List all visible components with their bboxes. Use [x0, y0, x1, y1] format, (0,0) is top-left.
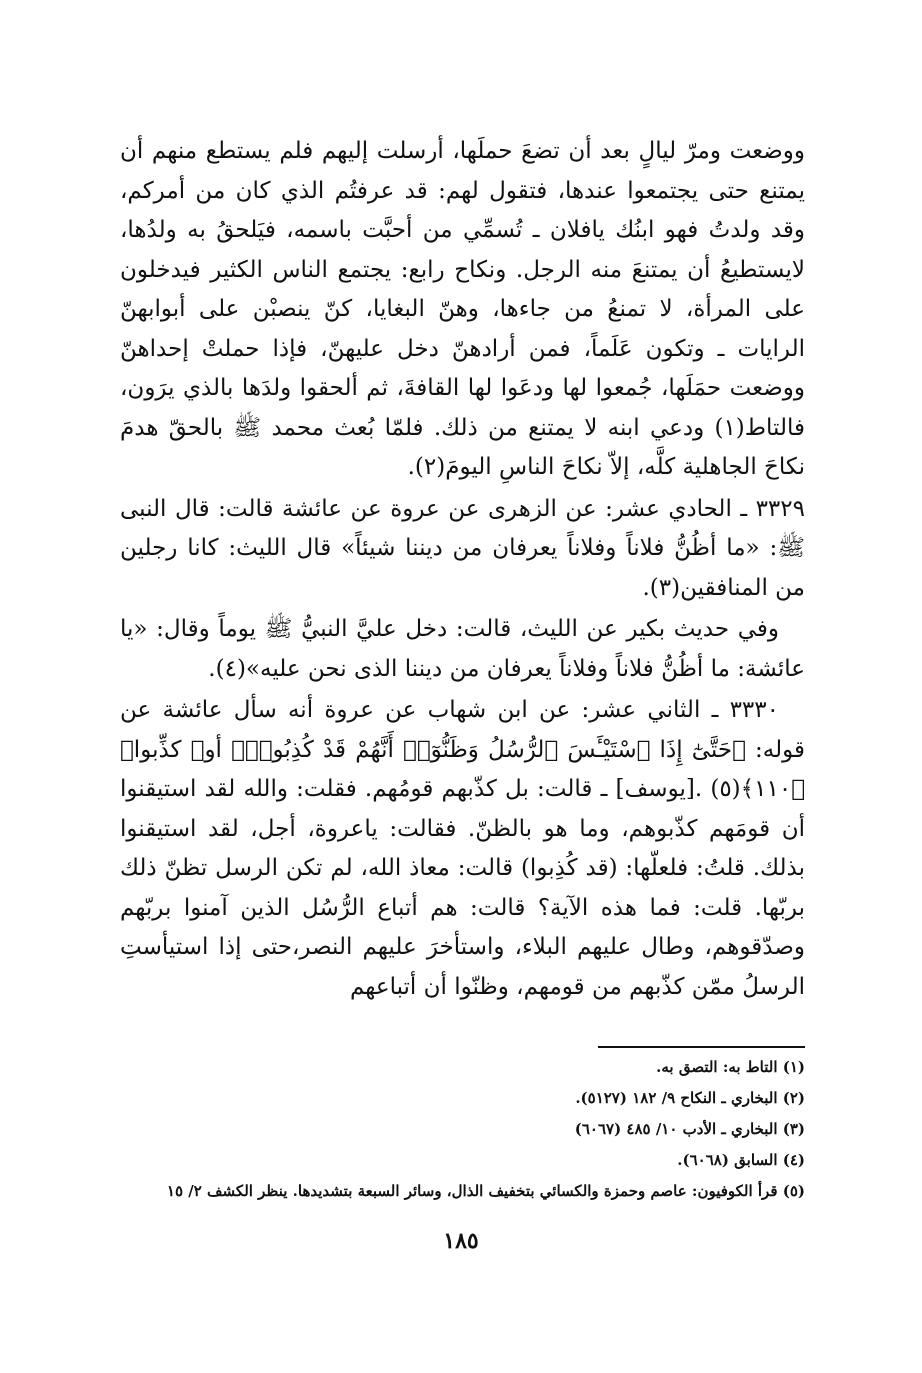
footnote-5: (٥) قرأ الكوفيون: عاصم وحمزة والكسائي بتخفيف الذال، وسائر السبعة بتشديدها. ينظر الكشف ٢/ ١٥: [166, 1182, 805, 1200]
paragraph-marriage-types: ووضعت ومرّ ليالٍ بعد أن تضعَ حملَها، أرسلت إليهم فلم يستطع منهم أن يمتنع حتى يجتمعوا عندها، فتقول لهم: قد عرفتُم الذي كان من أمركم، وقد ولدتُ فهو ابنُك يافلان ـ تُسمِّي من أحبَّت باسمه، فيَلحقُ به ولدُها، لايستطيعُ أن يمتنعَ منه الرجل. ونكاح رابع: يجتمع الناس الكثير فيدخلون على المرأة، لا تمنعُ من جاءها، وهنّ البغايا، كنّ ينصبْن على أبوابهنّ الرايات ـ وتكون عَلَماً، فمن أرادهنّ دخل عليهنّ، فإذا حملتْ إحداهنّ ووضعت حمَلَها، جُمعوا لها ودعَوا لها القافةَ، ثم ألحقوا ولدَها بالذي يرَون، فالتاط(١) ودعي ابنه لا يمتنع من ذلك. فلمّا بُعث محمد ﷺ بالحقّ هدمَ نكاحَ الجاهلية كلَّه، إلاّ نكاحَ الناسِ اليومَ(٢).: [120, 138, 805, 480]
paragraph-hadith-3330: ٣٣٣٠ ـ الثاني عشر: عن ابن شهاب عن عروة أنه سأل عائشة عن قوله: ﴿حَتَّىٰٓ إِذَا ٱسْتَيْـَٔسَ ٱلرُّسُلُ وَظَنُّوٓا۟ أَنَّهُمْ قَدْ كُذِبُوا۟﴾ أو﴿ كذِّبوا﴾ ﴿١١٠﴾(٥) .[يوسف] ـ قالت: بل كذّبهم قومُهم. فقلت: والله لقد استيقنوا أن قومَهم كذّبوهم، وما هو بالظنّ. فقالت: ياعروة، أجل، لقد استيقنوا بذلك. قلتُ: فلعلّها: (قد كُذِبوا) قالت: معاذ الله، لم تكن الرسل تظنّ ذلك بربّها. قلت: فما هذه الآية؟ قالت: هم أتباع الرُّسُل الذين آمنوا بربّهم وصدّقوهم، وطال عليهم البلاء، واستأخرَ عليهم النصر،حتى إذا استيأستِ الرسلُ ممّن كذّبهم من قومهم، وظنّوا أن أتباعهم: [120, 697, 805, 1000]
footnote-divider: [598, 1046, 805, 1048]
footnote-1: (١) التاط به: التصق به.: [656, 1058, 805, 1076]
main-text: [120, 132, 805, 1007]
footnotes: [130, 1052, 805, 1207]
footnote-2: (٢) البخاري ـ النكاح ٩/ ١٨٢ (٥١٢٧).: [575, 1089, 805, 1107]
paragraph-hadith-3329: ٣٣٢٩ ـ الحادي عشر: عن الزهرى عن عروة عن عائشة قالت: قال النبى ﷺ: «ما أظُنُّ فلاناً وفلاناً يعرفان من ديننا شيئاً» قال الليث: كانا رجلين من المنافقين(٣).: [120, 495, 805, 601]
footnote-4: (٤) السابق (٦٠٦٨).: [677, 1151, 805, 1169]
page-number: ١٨٥: [443, 1228, 479, 1254]
footnote-3: (٣) البخاري ـ الأدب ١٠/ ٤٨٥ (٦٠٦٧): [574, 1120, 805, 1138]
paragraph-bukayr-narration: وفي حديث بكير عن الليث، قالت: دخل عليَّ النبيُّ ﷺ يوماً وقال: «يا عائشة: ما أظُنُّ فلاناً وفلاناً يعرفان من ديننا الذى نحن عليه»(٤).: [120, 616, 805, 682]
